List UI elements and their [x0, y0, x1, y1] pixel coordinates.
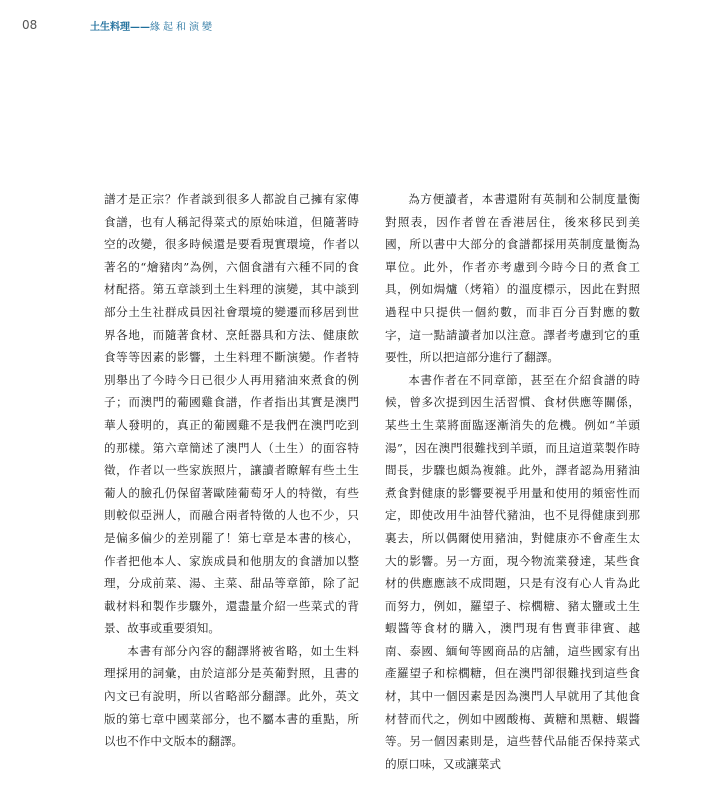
title-separator: ——	[130, 22, 150, 33]
paragraph: 本書有部分內容的翻譯將被省略，如土生料理採用的詞彙，由於這部分是英葡對照，且書的內文已有說明，所以省略部分翻譯。此外，英文版的第七章中國菜部分，也不屬本書的重點，所以也不作中文版本的翻譯。	[104, 643, 359, 749]
book-title: 土生料理	[90, 22, 130, 33]
right-column	[385, 188, 640, 775]
left-column	[104, 188, 359, 753]
page-number: 08	[22, 18, 38, 32]
paragraph: 本書作者在不同章節，甚至在介紹食譜的時候，曾多次提到因生活習慣、食材供應等關係，某些土生菜將面臨逐漸消失的危機。例如“羊頭湯”，因在澳門很難找到羊頭，而且這道菜製作時間長，步驟也頗為複雜。此外，譯者認為用豬油煮食對健康的影響要視乎用量和使用的頻密性而定，即使改用牛油替代豬油，也不見得健康到那裏去，所以偶爾使用豬油，對健康亦不會產生太大的影響。另一方面，現今物流業發達，某些食材的供應應該不成問題，只是有沒有心人肯為此而努力，例如，羅望子、棕櫚糖、豬太鹽或土生蝦醬等食材的購入，澳門現有售賣菲律賓、越南、泰國、緬甸等國商品的店舖，這些國家有出產羅望子和棕櫚糖，但在澳門卻很難找到這些食材，其中一個因素是因為澳門人早就用了其他食材替而代之，例如中國酸梅、黃糖和黑糖、蝦醬等。另一個因素則是，這些替代品能否保持菜式的原口味，又或讓菜式	[385, 372, 640, 771]
page-header	[0, 0, 725, 40]
chapter-title: 緣起和演變	[150, 22, 215, 33]
running-title	[90, 18, 215, 33]
paragraph: 為方便讀者，本書還附有英制和公制度量衡對照表，因作者曾在香港居住，後來移民到美國，所以書中大部分的食譜都採用英制度量衡為單位。此外，作者亦考慮到今時今日的煮食工具，例如焗爐（烤箱）的溫度標示，因此在對照過程中只提供一個約數，而非百分百對應的數字，這一點請讀者加以注意。譯者考慮到它的重要性，所以把這部分進行了翻譯。	[385, 192, 640, 365]
paragraph: 譜才是正宗？作者談到很多人都說自己擁有家傳食譜，也有人稱記得菜式的原始味道，但隨著時空的改變，很多時候還是要看現實環境，作者以著名的“燴豬肉”為例，六個食譜有六種不同的食材配搭。第五章談到土生料理的演變，其中談到部分土生社群成員因社會環境的變遷而移居到世界各地，而隨著食材、烹飪器具和方法、健康飲食等等因素的影響，土生料理不斷演變。作者特別舉出了今時今日已很少人再用豬油來煮食的例子；而澳門的葡國雞食譜，作者指出其實是澳門華人發明的，真正的葡國雞不是我們在澳門吃到的那樣。第六章簡述了澳門人（土生）的面容特徵，作者以一些家族照片，讓讀者瞭解有些土生葡人的臉孔仍保留著歐陸葡萄牙人的特徵，有些則較似亞洲人，而融合兩者特徵的人也不少，只是偏多偏少的差別罷了！第七章是本書的核心，作者把他本人、家族成員和他朋友的食譜加以整理，分成前菜、湯、主菜、甜品等章節，除了記載材料和製作步驟外，還盡量介紹一些菜式的背景、故事或重要須知。	[104, 192, 359, 636]
